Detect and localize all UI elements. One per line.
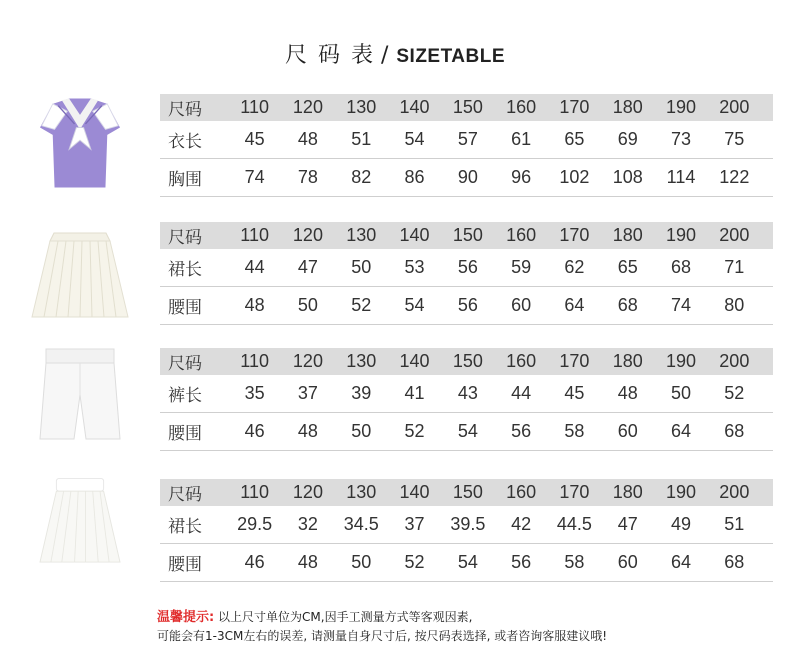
value-cell: 45 <box>564 383 585 403</box>
value-cell: 50 <box>351 257 372 277</box>
row-label: 腰围 <box>168 298 202 318</box>
value-cell: 58 <box>564 552 585 572</box>
size-cell: 110 <box>240 351 269 371</box>
title-separator: / <box>380 43 391 68</box>
notice-text-1: 以上尺寸单位为CM,因手工测量方式等客观因素, <box>218 610 473 624</box>
value-cell: 78 <box>297 167 318 187</box>
size-cell: 200 <box>719 482 750 502</box>
value-cell: 39 <box>351 383 372 403</box>
white-shorts-image <box>20 345 140 445</box>
value-cell: 46 <box>244 421 265 441</box>
value-cell: 68 <box>617 295 638 315</box>
value-cell: 32 <box>297 514 318 534</box>
purple-sailor-shirt-image <box>20 93 140 193</box>
row-label: 裙长 <box>168 517 202 537</box>
value-cell: 48 <box>297 552 318 572</box>
value-cell: 62 <box>564 257 585 277</box>
table-row <box>160 544 773 582</box>
size-cell: 120 <box>292 351 323 371</box>
value-cell: 68 <box>724 421 745 441</box>
size-cell: 140 <box>399 482 430 502</box>
value-cell: 64 <box>564 295 585 315</box>
size-label: 尺码 <box>168 100 202 120</box>
value-cell: 59 <box>511 257 532 277</box>
value-cell: 43 <box>457 383 478 403</box>
size-cell: 160 <box>506 482 537 502</box>
size-table-skirt <box>160 222 773 325</box>
value-cell: 34.5 <box>343 514 379 534</box>
size-cell: 120 <box>292 482 323 502</box>
size-cell: 110 <box>240 225 269 245</box>
value-cell: 57 <box>457 129 478 149</box>
value-cell: 75 <box>724 129 745 149</box>
size-cell: 160 <box>506 225 537 245</box>
value-cell: 39.5 <box>450 514 486 534</box>
value-cell: 46 <box>244 552 265 572</box>
row-label: 裤长 <box>168 386 202 406</box>
value-cell: 52 <box>724 383 745 403</box>
size-cell: 140 <box>399 225 430 245</box>
value-cell: 45 <box>244 129 265 149</box>
value-cell: 68 <box>724 552 745 572</box>
size-cell: 180 <box>612 225 643 245</box>
size-cell: 140 <box>399 97 430 117</box>
size-label: 尺码 <box>168 354 202 374</box>
value-cell: 60 <box>511 295 532 315</box>
value-cell: 53 <box>404 257 425 277</box>
size-cell: 160 <box>506 97 537 117</box>
size-table-shorts <box>160 348 773 451</box>
value-cell: 50 <box>671 383 692 403</box>
page-title <box>0 38 790 69</box>
value-cell: 50 <box>351 421 372 441</box>
notice-prefix: 温馨提示: <box>157 610 215 625</box>
value-cell: 29.5 <box>237 514 273 534</box>
table-row <box>160 249 773 287</box>
size-cell: 130 <box>346 97 377 117</box>
table-header-row <box>160 222 773 249</box>
size-cell: 190 <box>666 225 697 245</box>
size-cell: 180 <box>612 97 643 117</box>
size-cell: 190 <box>666 97 697 117</box>
value-cell: 49 <box>671 514 692 534</box>
table-row <box>160 506 773 544</box>
value-cell: 50 <box>297 295 318 315</box>
value-cell: 54 <box>404 295 425 315</box>
table-header-row <box>160 348 773 375</box>
row-label: 衣长 <box>168 132 202 152</box>
size-cell: 170 <box>559 97 590 117</box>
value-cell: 54 <box>404 129 425 149</box>
notice-text-2: 可能会有1-3CM左右的误差, 请测量自身尺寸后, 按尺码表选择, 或者咨询客服建议哦! <box>157 629 608 643</box>
value-cell: 37 <box>404 514 425 534</box>
value-cell: 52 <box>404 421 425 441</box>
table-row <box>160 287 773 325</box>
notice-line-2 <box>157 627 607 644</box>
size-cell: 120 <box>292 225 323 245</box>
value-cell: 54 <box>457 421 478 441</box>
title-cn: 尺 码 表 <box>284 43 375 68</box>
value-cell: 54 <box>457 552 478 572</box>
size-cell: 180 <box>612 351 643 371</box>
value-cell: 44 <box>244 257 265 277</box>
row-label: 胸围 <box>168 170 202 190</box>
size-cell: 200 <box>719 351 750 371</box>
value-cell: 60 <box>617 421 638 441</box>
size-cell: 150 <box>452 351 483 371</box>
value-cell: 51 <box>351 129 372 149</box>
size-cell: 140 <box>399 351 430 371</box>
size-cell: 160 <box>506 351 537 371</box>
value-cell: 73 <box>671 129 692 149</box>
value-cell: 52 <box>351 295 372 315</box>
value-cell: 47 <box>297 257 318 277</box>
size-cell: 170 <box>559 225 590 245</box>
value-cell: 74 <box>671 295 692 315</box>
size-cell: 130 <box>346 225 377 245</box>
size-cell: 180 <box>612 482 643 502</box>
value-cell: 65 <box>564 129 585 149</box>
table-header-row <box>160 479 773 506</box>
pleated-culottes-image <box>20 473 140 573</box>
table-row <box>160 413 773 451</box>
size-cell: 150 <box>452 482 483 502</box>
table-row <box>160 159 773 197</box>
value-cell: 90 <box>457 167 478 187</box>
value-cell: 86 <box>404 167 425 187</box>
value-cell: 58 <box>564 421 585 441</box>
value-cell: 122 <box>719 167 750 187</box>
size-cell: 110 <box>240 97 269 117</box>
value-cell: 108 <box>612 167 643 187</box>
value-cell: 96 <box>511 167 532 187</box>
value-cell: 42 <box>511 514 532 534</box>
value-cell: 48 <box>617 383 638 403</box>
value-cell: 56 <box>457 257 478 277</box>
value-cell: 68 <box>671 257 692 277</box>
size-cell: 150 <box>452 97 483 117</box>
value-cell: 114 <box>666 167 696 187</box>
value-cell: 69 <box>617 129 638 149</box>
size-label: 尺码 <box>168 228 202 248</box>
value-cell: 65 <box>617 257 638 277</box>
value-cell: 50 <box>351 552 372 572</box>
value-cell: 56 <box>511 421 532 441</box>
value-cell: 102 <box>559 167 590 187</box>
value-cell: 44 <box>511 383 532 403</box>
value-cell: 61 <box>511 129 532 149</box>
size-cell: 200 <box>719 97 750 117</box>
table-row <box>160 375 773 413</box>
size-cell: 200 <box>719 225 750 245</box>
value-cell: 47 <box>617 514 638 534</box>
notice-line-1 <box>157 606 472 625</box>
size-cell: 170 <box>559 351 590 371</box>
size-cell: 110 <box>240 482 269 502</box>
value-cell: 41 <box>404 383 425 403</box>
table-header-row <box>160 94 773 121</box>
size-cell: 170 <box>559 482 590 502</box>
size-cell: 190 <box>666 351 697 371</box>
value-cell: 52 <box>404 552 425 572</box>
size-cell: 120 <box>292 97 323 117</box>
size-table-shirt <box>160 94 773 197</box>
value-cell: 64 <box>671 421 692 441</box>
size-cell: 190 <box>666 482 697 502</box>
value-cell: 74 <box>244 167 265 187</box>
title-en: SIZETABLE <box>396 46 506 67</box>
value-cell: 37 <box>297 383 318 403</box>
row-label: 裙长 <box>168 260 202 280</box>
row-label: 腰围 <box>168 555 202 575</box>
value-cell: 60 <box>617 552 638 572</box>
value-cell: 56 <box>511 552 532 572</box>
pleated-skirt-image <box>20 225 140 325</box>
value-cell: 48 <box>297 129 318 149</box>
size-cell: 130 <box>346 482 377 502</box>
value-cell: 56 <box>457 295 478 315</box>
size-label: 尺码 <box>168 485 202 505</box>
value-cell: 48 <box>297 421 318 441</box>
size-table-culottes <box>160 479 773 582</box>
value-cell: 44.5 <box>556 514 592 534</box>
value-cell: 82 <box>351 167 372 187</box>
row-label: 腰围 <box>168 424 202 444</box>
value-cell: 35 <box>244 383 265 403</box>
table-row <box>160 121 773 159</box>
value-cell: 51 <box>724 514 745 534</box>
value-cell: 71 <box>724 257 745 277</box>
size-cell: 150 <box>452 225 483 245</box>
value-cell: 64 <box>671 552 692 572</box>
value-cell: 80 <box>724 295 745 315</box>
value-cell: 48 <box>244 295 265 315</box>
size-cell: 130 <box>346 351 377 371</box>
